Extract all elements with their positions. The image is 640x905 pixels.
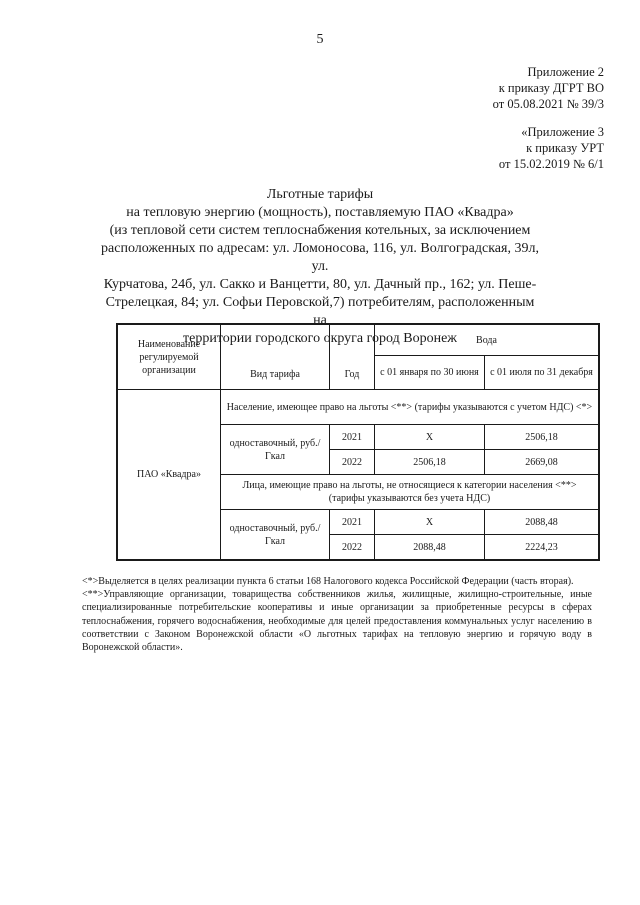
footnotes: [82, 575, 592, 654]
title-line6: Стрелецкая, 84; ул. Софьи Перовской,7) потребителям, расположенным на: [105, 295, 535, 328]
value-cell: 2669,08: [484, 450, 599, 475]
annex-original-line1: «Приложение 3: [521, 125, 604, 139]
title-line4: расположенных по адресам: ул. Ломоносова, 116, ул. Волгоградская, 39л, ул.: [101, 241, 539, 274]
year-cell: 2021: [330, 425, 375, 450]
annex-current-line2: к приказу ДГРТ ВО: [498, 81, 604, 95]
page-number: 5: [316, 32, 324, 47]
value-cell: 2088,48: [484, 510, 599, 535]
annex-current-reference: [493, 64, 604, 112]
title-line2: на тепловую энергию (мощность), поставляемую ПАО «Квадра»: [126, 205, 514, 220]
annex-original-line2: к приказу УРТ: [526, 141, 604, 155]
year-cell: 2022: [330, 535, 375, 561]
annex-original-line3: от 15.02.2019 № 6/1: [498, 157, 604, 171]
organization-name: ПАО «Квадра»: [117, 390, 221, 561]
annex-original-reference: [499, 124, 604, 172]
value-cell: 2506,18: [375, 450, 485, 475]
annex-current-line3: от 05.08.2021 № 39/3: [492, 97, 604, 111]
header-period2: с 01 июля по 31 декабря: [484, 356, 599, 390]
annex-current-line1: Приложение 2: [527, 65, 604, 79]
tariff-kind-cell: одноставочный, руб./Гкал: [221, 425, 330, 475]
title-line3: (из тепловой сети систем теплоснабжения котельных, за исключением: [109, 223, 531, 238]
value-cell: 2224,23: [484, 535, 599, 561]
value-cell: 2088,48: [375, 535, 485, 561]
year-cell: 2021: [330, 510, 375, 535]
footnote-beneficiaries: <**>Управляющие организации, товарищества собственников жилья, жилищные, жилищно-строительные, иные специализированные потребительские кооперативы и иные организации за приобретенные ресурсы в сферах теплоснабжения, горячего водоснабжения, необходимые для целей предоставления коммунальных услуг населению в соответствии с Законом Воронежской области «О льготных тарифах на тепловую энергию и горячую воду в Воронежской области».: [82, 589, 592, 654]
footnote-vat: <*>Выделяется в целях реализации пункта 6 статьи 168 Налогового кодекса Российской Федерации (часть вторая).: [82, 576, 574, 587]
header-period1: с 01 января по 30 июня: [375, 356, 485, 390]
header-organization: Наименование регулируемой организации: [117, 324, 221, 390]
title-line1: Льготные тарифы: [266, 187, 374, 202]
value-cell: 2506,18: [484, 425, 599, 450]
value-cell: Х: [375, 425, 485, 450]
header-tariff-kind: Вид тарифа: [221, 324, 330, 390]
title-line7: территории городского округа город Воронеж: [183, 331, 457, 346]
header-year: Год: [330, 324, 375, 390]
title-line5: Курчатова, 24б, ул. Сакко и Ванцетти, 80, ул. Дачный пр., 162; ул. Пеше-: [103, 277, 537, 292]
tariff-table: [116, 323, 600, 561]
category-population: Население, имеющее право на льготы <**> (тарифы указываются с учетом НДС) <*>: [221, 390, 600, 425]
tariff-kind-cell: одноставочный, руб./Гкал: [221, 510, 330, 561]
header-resource: Вода: [375, 324, 600, 356]
category-non-population: Лица, имеющие право на льготы, не относящиеся к категории населения <**> (тарифы указываются без учета НДС): [221, 475, 600, 510]
year-cell: 2022: [330, 450, 375, 475]
value-cell: Х: [375, 510, 485, 535]
